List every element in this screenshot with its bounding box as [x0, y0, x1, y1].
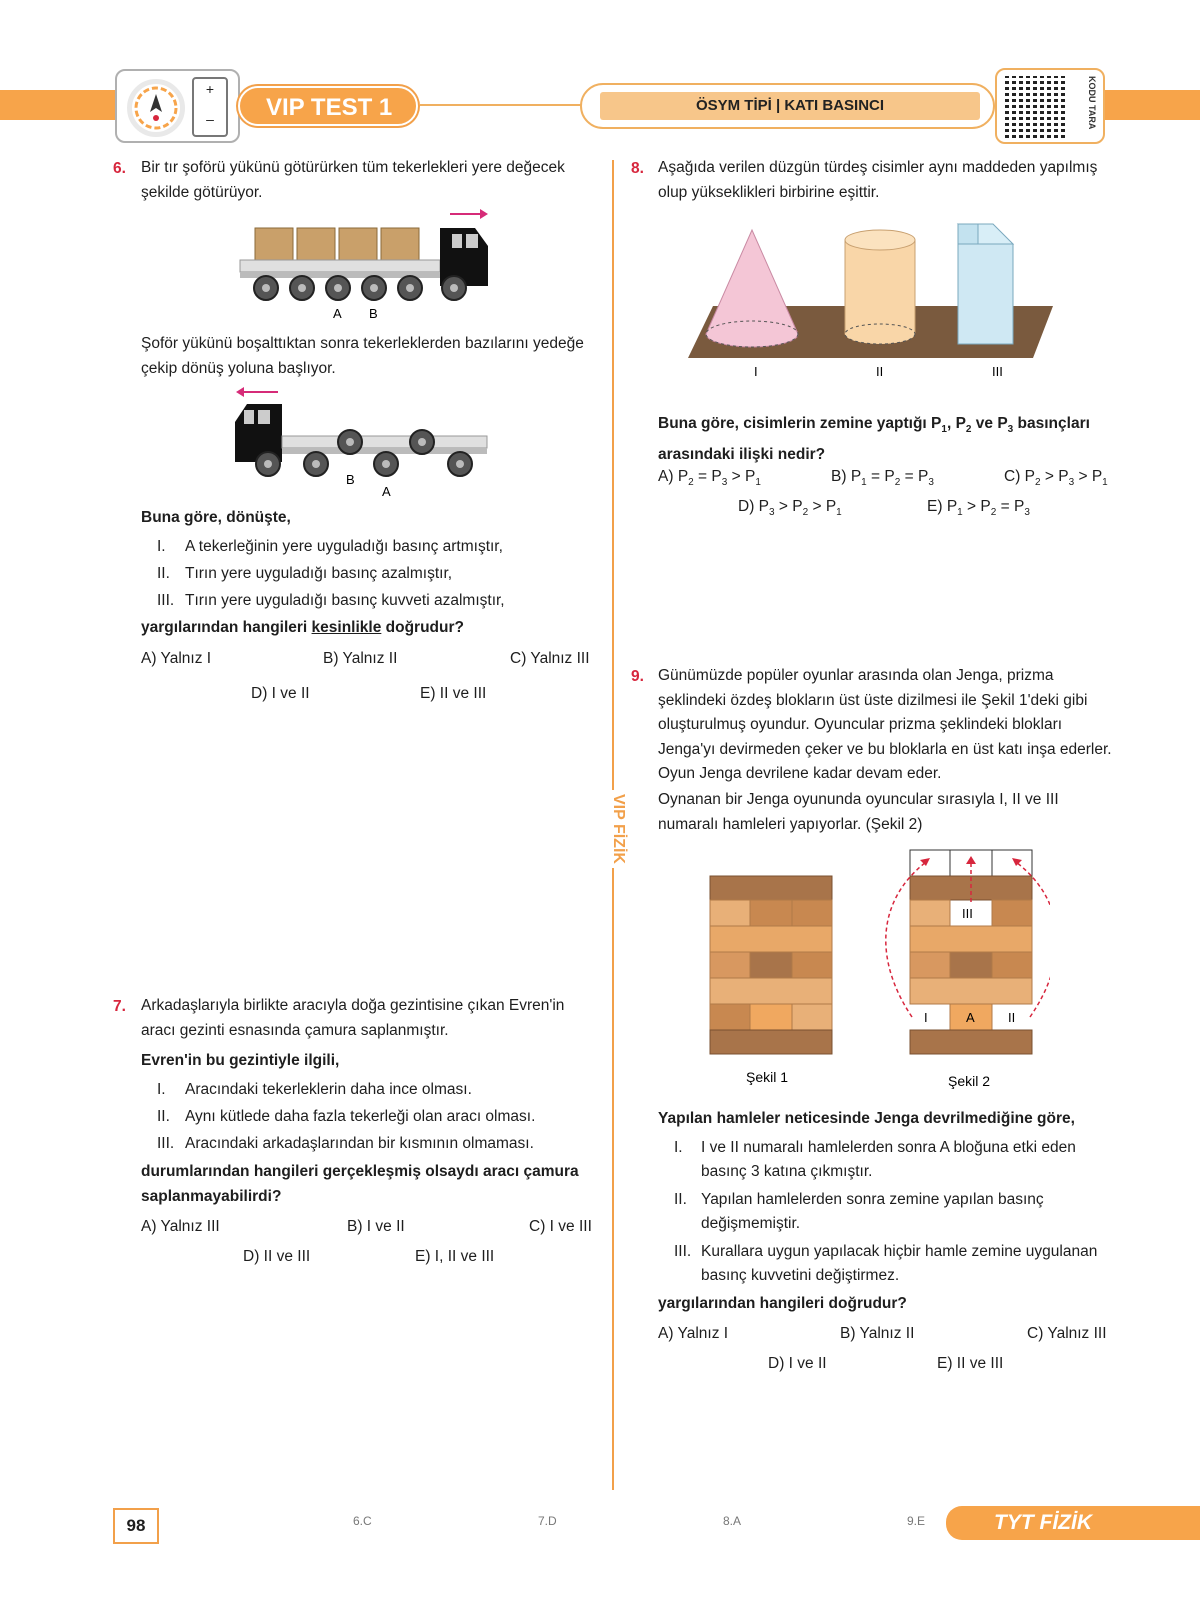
q7-option-e[interactable]: E) I, II ve III — [415, 1248, 495, 1265]
prism-icon — [958, 224, 1013, 344]
qr-box[interactable] — [995, 68, 1105, 144]
q9-text1: Günümüzde popüler oyunlar arasında olan Jenga, prizma şeklindeki özdeş blokların üst üste dizilmesi ile Şekil 1'deki gibi oluşturulmuş oyundur. Oyuncular prizma şeklindeki blokları Jenga'yı devirmeden çeker ve bu bloklarla en üst katı inşa ederler. Oyun Jenga devrilene kadar devam eder. — [658, 667, 1112, 782]
answer-key-item: 7.D — [538, 1514, 557, 1528]
battery-minus: – — [206, 111, 214, 127]
q6-statement-text: Tırın yere uyguladığı basınç azalmıştır, — [185, 565, 453, 582]
topic-box — [580, 83, 995, 129]
qr-code-icon[interactable] — [1005, 76, 1067, 138]
q9-text2: Oynanan bir Jenga oyununda oyuncular sırasıyla I, II ve III numaralı hamleleri yapıyorlar. (Şekil 2) — [658, 791, 1059, 833]
q7-statement-text: Aracındaki arkadaşlarından bir kısmının olmaması. — [185, 1135, 534, 1152]
q8-option-letter: B) — [831, 468, 847, 485]
q7-statement-text: Aracındaki tekerleklerin daha ince olması. — [185, 1081, 472, 1098]
q9-statement-num: I. — [674, 1139, 683, 1156]
q7-text: Arkadaşlarıyla birlikte aracıyla doğa gezintisine çıkan Evren'in aracı gezinti esnasında çamura saplanmıştır. — [141, 997, 565, 1039]
q7-statement-num: II. — [157, 1108, 170, 1125]
q8-option-e-relation: $P_1 > P_2 = P_3$ — [946, 498, 1030, 519]
q9-stem: Yapılan hamleler neticesinde Jenga devrilmediğine göre, — [658, 1110, 1075, 1127]
truck-wheels — [254, 276, 466, 300]
q9-question: yargılarından hangileri doğrudur? — [658, 1295, 907, 1312]
q9-option-a[interactable]: A) Yalnız I — [658, 1325, 729, 1342]
q6-question-post: doğrudur? — [381, 619, 464, 636]
q9-jenga-figure — [700, 842, 1050, 1092]
q6-statement-num: III. — [157, 592, 175, 609]
q6-question-underlined: kesinlikle — [311, 619, 382, 636]
q9-statement-text: I ve II numaralı hamlelerden sonra A bloğuna etki eden basınç 3 katına çıkmıştır. — [701, 1139, 1076, 1180]
q9-option-d[interactable]: D) I ve II — [768, 1355, 827, 1372]
q8-option-letter: C) — [1004, 468, 1021, 485]
q8-option-b[interactable] — [831, 468, 934, 488]
q7-statement-text: Aynı kütlede daha fazla tekerleği olan aracı olması. — [185, 1108, 536, 1125]
q8-option-letter: A) — [658, 468, 674, 485]
q9-option-c[interactable]: C) Yalnız III — [1027, 1325, 1107, 1342]
q8-text: Aşağıda verilen düzgün türdeş cisimler aynı maddeden yapılmış olup yükseklikleri birbirine eşittir. — [658, 159, 1098, 201]
q9-statement-text: Yapılan hamlelerden sonra zemine yapılan basınç değişmemiştir. — [701, 1191, 1044, 1232]
q8-question-b: basınçları arasındaki ilişki nedir? — [658, 415, 1090, 463]
answer-key-item: 8.A — [723, 1514, 742, 1528]
direction-arrow-right-icon — [450, 209, 488, 219]
q8-option-b-relation: $P_1 = P_2 = P_3$ — [850, 468, 934, 489]
truck-cargo-crates — [255, 228, 419, 260]
q9-option-b[interactable]: B) Yalnız II — [840, 1325, 915, 1342]
header-band-left — [0, 90, 120, 120]
q8-label-2: II — [876, 364, 884, 379]
q7-stem: Evren'in bu gezintiyle ilgili, — [141, 1052, 340, 1069]
q6-statement-text: A tekerleğinin yere uyguladığı basınç artmıştır, — [185, 538, 503, 555]
logo-icon — [127, 79, 185, 137]
q7-statement-num: III. — [157, 1135, 175, 1152]
q8-option-letter: E) — [927, 498, 943, 515]
q6-text2: Şoför yükünü boşalttıktan sonra tekerleklerden bazılarını yedeğe çekip dönüş yoluna başlıyor. — [141, 335, 584, 377]
q7-option-b[interactable]: B) I ve II — [347, 1218, 405, 1235]
cylinder-icon — [845, 230, 915, 344]
q7-option-c[interactable]: C) I ve III — [529, 1218, 592, 1235]
q6-truck-empty-figure — [230, 384, 510, 504]
q9-statement-text: Kurallara uygun yapılacak hiçbir hamle zemine uygulanan basınç kuvvetini değiştirmez. — [701, 1243, 1098, 1284]
q6-question — [141, 616, 464, 641]
wheel-label-a: A — [382, 484, 391, 499]
q6-option-a[interactable]: A) Yalnız I — [141, 650, 212, 667]
q8-option-e[interactable] — [927, 498, 1030, 518]
q8-label-3: III — [992, 364, 1003, 379]
brand-footer: TYT FİZİK — [946, 1506, 1200, 1540]
q6-question-pre: yargılarından hangileri — [141, 619, 312, 636]
q6-option-d[interactable]: D) I ve II — [251, 685, 310, 702]
topic-title: ÖSYM TİPİ | KATI BASINCI — [600, 92, 980, 120]
direction-arrow-left-icon — [236, 387, 278, 397]
wheel-label-a: A — [333, 306, 342, 321]
q6-stem: Buna göre, dönüşte, — [141, 509, 291, 526]
q7-statement-num: I. — [157, 1081, 166, 1098]
side-label: VIP FİZİK — [599, 790, 627, 868]
q8-option-d[interactable] — [738, 498, 842, 518]
header-logo-box — [115, 69, 240, 143]
cone-icon — [706, 230, 798, 347]
answer-key-item: 6.C — [353, 1514, 372, 1528]
jenga-label-iii: III — [962, 906, 973, 921]
q8-number: 8. — [631, 160, 644, 177]
q9-number: 9. — [631, 668, 644, 685]
q7-question: durumlarından hangileri gerçekleşmiş olsaydı aracı çamura saplanmayabilirdi? — [141, 1163, 579, 1205]
atom-logo-icon — [132, 84, 180, 132]
figure-caption-2: Şekil 2 — [948, 1073, 991, 1089]
battery-plus: + — [205, 81, 215, 97]
wheel-label-b: B — [346, 472, 355, 487]
figure-caption-1: Şekil 1 — [746, 1069, 789, 1085]
header-band-mid — [420, 104, 590, 106]
jenga-label-i: I — [924, 1010, 928, 1025]
q7-option-d[interactable]: D) II ve III — [243, 1248, 311, 1265]
q6-statement-num: II. — [157, 565, 170, 582]
q8-option-a-relation: $P_2 = P_3 > P_1$ — [677, 468, 761, 489]
q6-text1: Bir tır şoförü yükünü götürürken tüm tekerlekleri yere değecek şekilde götürüyor. — [141, 159, 565, 201]
jenga-label-ii: II — [1008, 1010, 1016, 1025]
q6-option-b[interactable]: B) Yalnız II — [323, 650, 398, 667]
answer-key-item: 9.E — [907, 1514, 926, 1528]
q9-statement-num: III. — [674, 1243, 692, 1260]
q8-option-c[interactable] — [1004, 468, 1108, 488]
header-band-right — [1100, 90, 1200, 120]
q7-number: 7. — [113, 998, 126, 1015]
q8-question: Buna göre, cisimlerin zemine yaptığı $P_1$, $P_2$ ve $P_3$ basınçları arasındaki ilişki nedir? — [658, 415, 1090, 463]
q9-statement-num: II. — [674, 1191, 687, 1208]
battery-icon — [192, 77, 228, 137]
q6-option-e[interactable]: E) II ve III — [420, 685, 487, 702]
q8-label-1: I — [754, 364, 758, 379]
q9-option-e[interactable]: E) II ve III — [937, 1355, 1004, 1372]
q8-option-letter: D) — [738, 498, 755, 515]
q6-statement-text: Tırın yere uyguladığı basınç kuvveti azalmıştır, — [185, 592, 505, 609]
test-title: VIP TEST 1 — [238, 86, 418, 126]
q8-option-c-relation: $P_2 > P_3 > P_1$ — [1024, 468, 1108, 489]
q8-solids-figure — [688, 218, 1058, 388]
q8-option-a[interactable] — [658, 468, 761, 488]
q6-statement-num: I. — [157, 538, 166, 555]
q8-question-a: Buna göre, cisimlerin zemine yaptığı P — [658, 415, 942, 432]
page-number: 98 — [113, 1508, 159, 1544]
jenga-tower-1 — [710, 876, 832, 1054]
q6-truck-loaded-figure — [230, 208, 510, 328]
q7-option-a[interactable]: A) Yalnız III — [141, 1218, 220, 1235]
wheel-label-b: B — [369, 306, 378, 321]
q6-number: 6. — [113, 160, 126, 177]
q8-option-d-relation: $P_3 > P_2 > P_1$ — [758, 498, 842, 519]
q6-option-c[interactable]: C) Yalnız III — [510, 650, 590, 667]
qr-label: KODU TARA — [1087, 76, 1097, 130]
jenga-label-a: A — [966, 1010, 975, 1025]
